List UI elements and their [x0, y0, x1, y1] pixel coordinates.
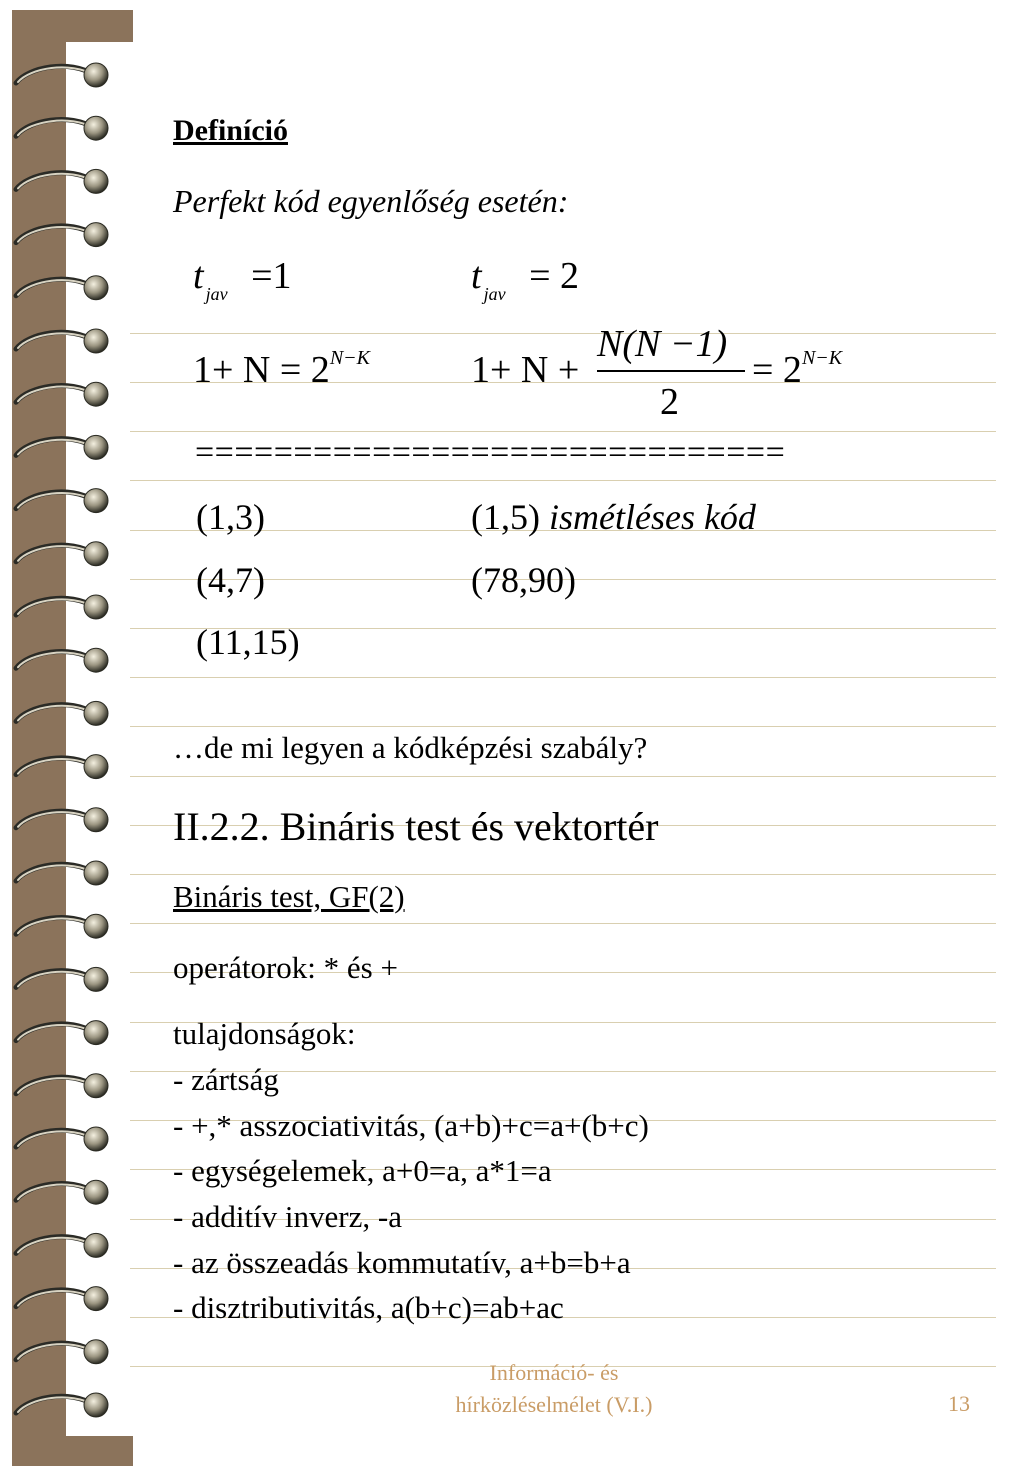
- ruled-line: [130, 333, 996, 334]
- ruled-line: [130, 677, 996, 678]
- eq-exponent: N−K: [329, 347, 370, 369]
- eq-subscript: jav: [205, 284, 228, 304]
- property-item: - zártság: [173, 1062, 279, 1097]
- property-item: - egységelemek, a+0=a, a*1=a: [173, 1153, 552, 1188]
- section-title: II.2.2. Bináris test és vektortér: [173, 804, 659, 849]
- spiral-binding-icon: [0, 0, 130, 1478]
- equation-t-jav-2: [471, 254, 579, 304]
- spiral-ring-icon: [16, 1127, 108, 1151]
- eq-value: 1: [272, 255, 292, 297]
- spiral-ring-icon: [16, 1233, 108, 1257]
- equation-hamming-bound-2-rhs: [752, 348, 842, 392]
- repetition-code-note: ismétléses kód: [548, 497, 756, 537]
- spiral-ring-icon: [16, 755, 108, 779]
- spiral-ring-icon: [16, 435, 108, 459]
- eq-relation: =: [529, 255, 551, 297]
- subtitle: Perfekt kód egyenlőség esetén:: [173, 183, 569, 219]
- spiral-ring-icon: [16, 1021, 108, 1045]
- page-number: 13: [948, 1391, 970, 1416]
- spiral-ring-icon: [16, 808, 108, 832]
- ruled-line: [130, 923, 996, 924]
- eq-rhs: = 2: [752, 349, 802, 391]
- eq-subscript: jav: [483, 284, 506, 304]
- spiral-ring-icon: [16, 1074, 108, 1098]
- property-item: - az összeadás kommutatív, a+b=b+a: [173, 1245, 631, 1280]
- eq-value: 2: [560, 255, 579, 297]
- code-pair-repetition: [471, 496, 756, 538]
- spiral-ring-icon: [16, 116, 108, 140]
- property-item: - additív inverz, -a: [173, 1199, 402, 1234]
- code-pair: (1,5): [471, 497, 540, 537]
- footer-title-line1: Információ- és: [489, 1360, 619, 1385]
- spiral-ring-icon: [16, 276, 108, 300]
- code-pair: (11,15): [196, 622, 300, 662]
- eq-variable: t: [193, 255, 204, 297]
- ruled-line: [130, 776, 996, 777]
- spiral-ring-icon: [16, 169, 108, 193]
- spiral-ring-icon: [16, 1180, 108, 1204]
- spiral-ring-icon: [16, 1340, 108, 1364]
- eq-fraction-denominator: 2: [660, 381, 679, 423]
- spiral-ring-icon: [16, 489, 108, 513]
- spiral-ring-icon: [16, 648, 108, 672]
- operators-line: operátorok: * és +: [173, 950, 398, 985]
- eq-fraction-bar: [597, 370, 745, 372]
- spiral-ring-icon: [16, 542, 108, 566]
- separator-line: ==============================: [195, 434, 786, 471]
- eq-exponent: N−K: [801, 347, 843, 369]
- spiral-ring-icon: [16, 967, 108, 991]
- ruled-line: [130, 431, 996, 432]
- equation-hamming-bound-1: [193, 348, 370, 392]
- spiral-ring-icon: [16, 595, 108, 619]
- spiral-ring-icon: [16, 63, 108, 87]
- equation-t-jav-1: [193, 254, 292, 304]
- eq-relation: =: [251, 255, 273, 297]
- subsection-title: Bináris test, GF(2): [173, 879, 405, 914]
- code-pair: (1,3): [196, 497, 265, 537]
- eq-variable: t: [471, 255, 482, 297]
- spiral-ring-icon: [16, 1393, 108, 1417]
- eq-lhs: 1+ N = 2: [193, 349, 330, 391]
- code-pair: (78,90): [471, 560, 576, 600]
- properties-heading: tulajdonságok:: [173, 1016, 356, 1051]
- spiral-ring-icon: [16, 914, 108, 938]
- question-text: …de mi legyen a kódképzési szabály?: [173, 730, 648, 765]
- spiral-ring-icon: [16, 701, 108, 725]
- code-pair: (4,7): [196, 560, 265, 600]
- ruled-line: [130, 874, 996, 875]
- spiral-ring-icon: [16, 1287, 108, 1311]
- ruled-line: [130, 726, 996, 727]
- footer-title-line2: hírközléselmélet (V.I.): [455, 1392, 653, 1417]
- spiral-ring-icon: [16, 223, 108, 247]
- ruled-line: [130, 480, 996, 481]
- definition-heading: Definíció: [173, 114, 288, 147]
- footer-title: [404, 1360, 704, 1418]
- spiral-ring-icon: [16, 382, 108, 406]
- property-item: - disztributivitás, a(b+c)=ab+ac: [173, 1290, 564, 1325]
- spiral-ring-icon: [16, 861, 108, 885]
- eq-fraction-numerator: N(N −1): [597, 323, 728, 365]
- equation-hamming-bound-2-lhs: 1+ N +: [471, 349, 580, 391]
- property-item: - +,* asszociativitás, (a+b)+c=a+(b+c): [173, 1108, 649, 1143]
- spiral-ring-icon: [16, 329, 108, 353]
